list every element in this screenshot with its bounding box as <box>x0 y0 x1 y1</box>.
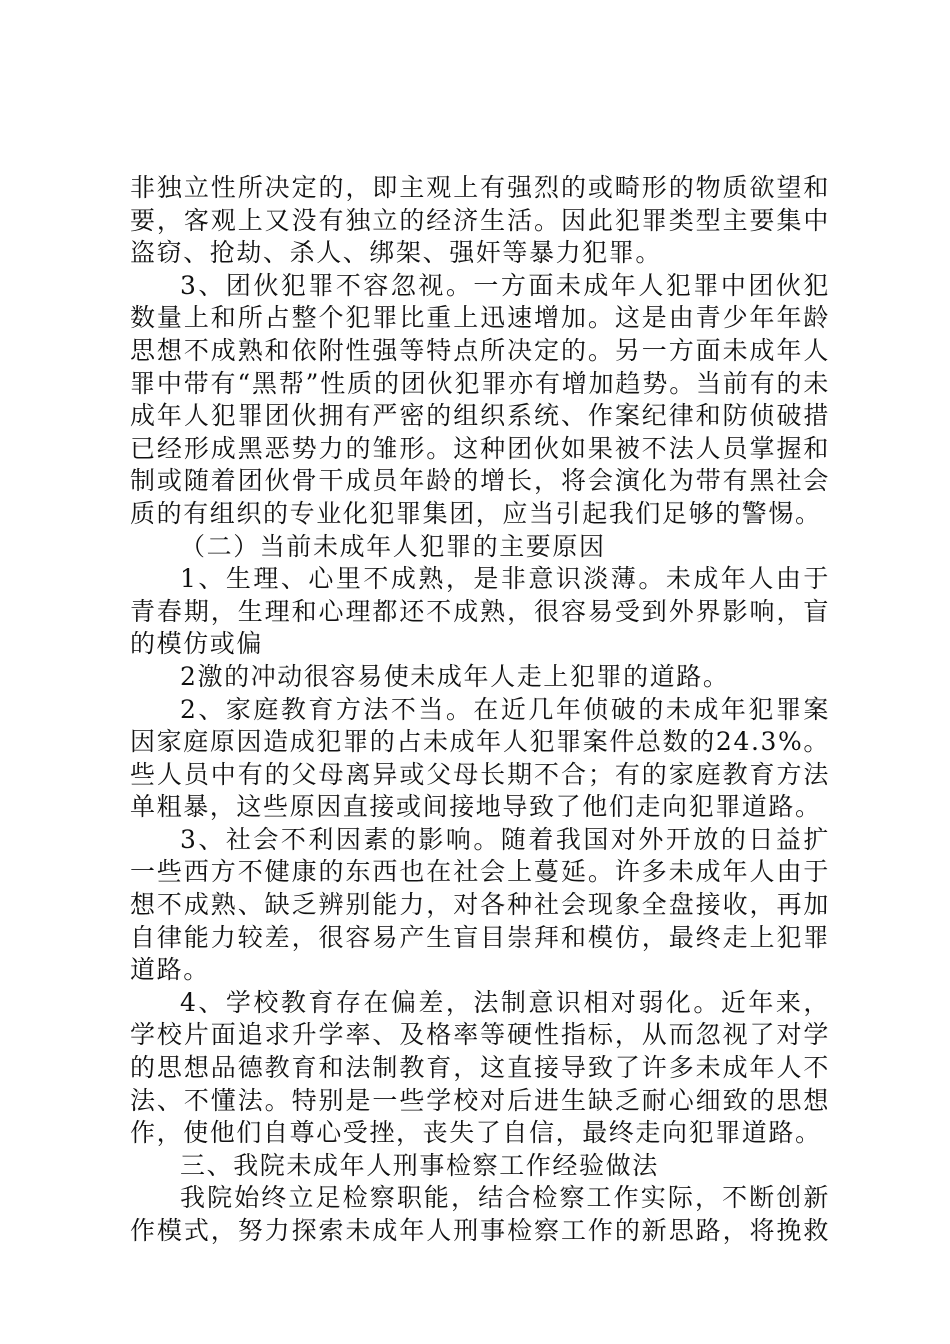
text-line: 的思想品德教育和法制教育，这直接导致了许多未成年人不 <box>130 1053 830 1083</box>
text-line: 1、生理、心里不成熟，是非意识淡薄。未成年人由于 <box>180 564 830 594</box>
text-line: 数量上和所占整个犯罪比重上迅速增加。这是由青少年年龄 <box>130 303 830 333</box>
text-line: 2激的冲动很容易使未成年人走上犯罪的道路。 <box>180 661 730 691</box>
text-line: 3、团伙犯罪不容忽视。一方面未成年人犯罪中团伙犯 <box>180 270 830 300</box>
text-line: 学校片面追求升学率、及格率等硬性指标，从而忽视了对学 <box>130 1020 830 1050</box>
text-line: 作，使他们自尊心受挫，丧失了自信，最终走向犯罪道路。 <box>130 1118 822 1148</box>
text-line: 4、学校教育存在偏差，法制意识相对弱化。近年来， <box>180 987 830 1017</box>
text-line: 些人员中有的父母离异或父母长期不合；有的家庭教育方法 <box>130 759 830 789</box>
text-line: 想不成熟、缺乏辨别能力，对各种社会现象全盘接收，再加 <box>130 890 830 920</box>
text-line: 因家庭原因造成犯罪的占未成年人犯罪案件总数的24.3%。 <box>130 727 830 757</box>
body-text <box>130 172 830 1248</box>
text-line: 非独立性所决定的，即主观上有强烈的或畸形的物质欲望和 <box>130 173 830 202</box>
text-line: 3、社会不利因素的影响。随着我国对外开放的日益扩 <box>180 824 830 854</box>
section-heading: 三、我院未成年人刑事检察工作经验做法 <box>180 1150 659 1180</box>
text-line: 法、不懂法。特别是一些学校对后进生缺乏耐心细致的思想 <box>130 1085 830 1115</box>
text-line: 自律能力较差，很容易产生盲目崇拜和模仿，最终走上犯罪 <box>130 922 830 952</box>
text-line: 已经形成黑恶势力的雏形。这种团伙如果被不法人员掌握和 <box>130 433 830 463</box>
text-line: 思想不成熟和依附性强等特点所决定的。另一方面未成年人 <box>130 335 830 365</box>
text-line: 成年人犯罪团伙拥有严密的组织系统、作案纪律和防侦破措 <box>130 401 830 431</box>
text-line: 要，客观上又没有独立的经济生活。因此犯罪类型主要集中 <box>130 205 830 235</box>
text-line: 一些西方不健康的东西也在社会上蔓延。许多未成年人由于 <box>130 857 830 887</box>
text-line: 道路。 <box>130 955 210 985</box>
text-line: 单粗暴，这些原因直接或间接地导致了他们走向犯罪道路。 <box>130 792 822 822</box>
text-line: 青春期，生理和心理都还不成熟，很容易受到外界影响，盲 <box>130 596 830 626</box>
text-line: 的模仿或偏 <box>130 629 264 659</box>
section-heading: （二）当前未成年人犯罪的主要原因 <box>180 531 606 561</box>
text-line: 2、家庭教育方法不当。在近几年侦破的未成年犯罪案 <box>180 694 830 724</box>
text-line: 盗窃、抢劫、杀人、绑架、强奸等暴力犯罪。 <box>130 238 663 268</box>
text-line: 制或随着团伙骨干成员年龄的增长，将会演化为带有黑社会 <box>130 466 830 496</box>
text-line: 质的有组织的专业化犯罪集团，应当引起我们足够的警惕。 <box>130 498 822 528</box>
text-line: 我院始终立足检察职能，结合检察工作实际，不断创新 <box>180 1183 830 1213</box>
text-line: 作模式，努力探索未成年人刑事检察工作的新思路，将挽救 <box>130 1216 830 1245</box>
text-line: 罪中带有“黑帮”性质的团伙犯罪亦有增加趋势。当前有的未 <box>130 368 830 398</box>
